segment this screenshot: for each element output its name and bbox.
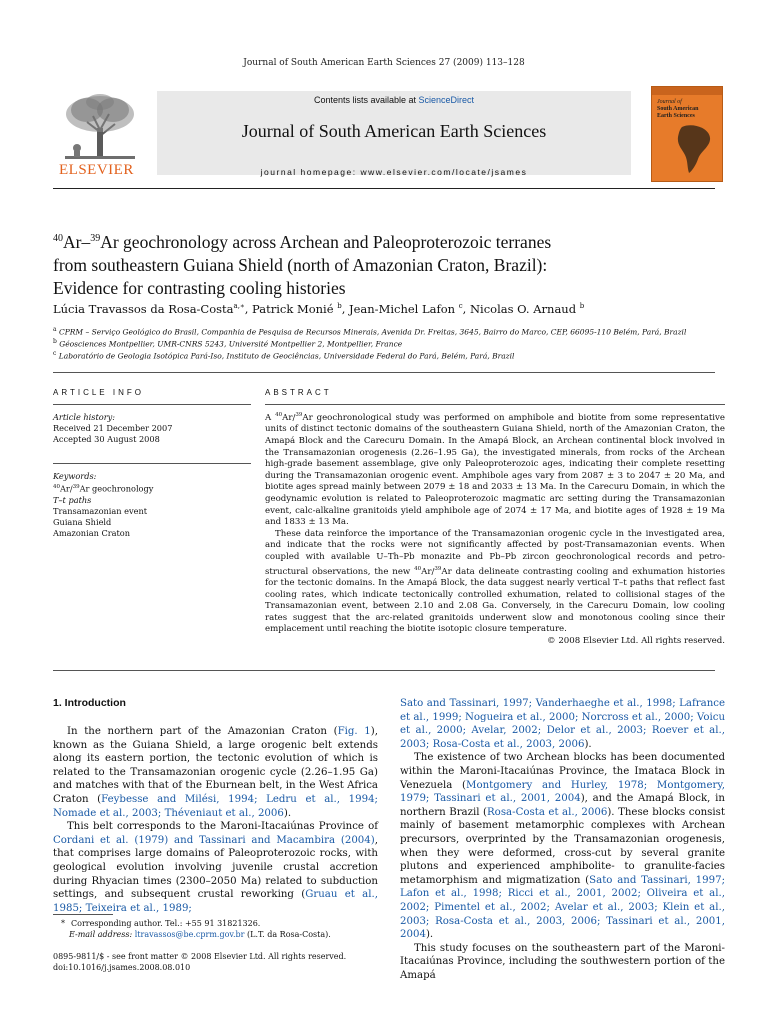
citation-link[interactable]: Cordani et al. (1979) and Tassinari and Macambira (2004) <box>53 834 375 846</box>
body-left-column: In the northern part of the Amazonian Craton (Fig. 1), known as the Guiana Shield, a large orogenic belt extends along its eastern portion, the tectonic evolution of which is related to the Transamazonian orogenic cycle (2.26–1.95 Ga) and matches with that of the Eburnean belt, in the West Africa Craton (Feybesse and Milési, 1994; Ledru et al., 1994; Nomade et al., 2003; Théveniaut et al., 2006). This belt corresponds to the Maroni-Itacaiúnas Province of Cordani et al. (1979) and Tassinari and Macambira (2004), that comprises large domains of Paleoproterozoic rocks, with geological evolution involving juvenile crustal accretion during Rhyacian times (2300–2050 Ma) related to subduction settings, and subsequent crustal reworking (Gruau et al., 1985; Teixeira et al., 1989; <box>53 726 378 914</box>
abstract-body: A $^{40}$Ar/$^{39}$Ar geochronological study was performed on amphibole and biotite from some representative units of distinct tectonic domains of the southeastern Guiana Shield, north of the Amazonian Craton, the Amapá Block and the Carecuru Domain. In the Amapá Block, an Archean continental block involved in the Transamazonian orogenesis (2.26–1.95 Ga), the investigated minerals, from rocks of the Archean high-grade basement assemblage, give only Paleoproterozoic ages, indicating their complete resetting during the Transamazonian orogenic event. Amphibole ages vary from 2087 ± 3 to 2047 ± 20 Ma, and biotite ages spread mainly between 2079 ± 18 and 2033 ± 13 Ma. In the Carecuru Domain, in which the geodynamic evolution is related to Paleoproterozoic magmatic arc setting during the Transamazonian event, calc-alkaline granitoids yield amphibole age of 2074 ± 17 Ma, and biotite ages of 1928 ± 19 Ma and 1833 ± 13 Ma. These data reinforce the importance of the Transamazonian orogenic cycle in the investigated area, and indicate that the rocks were not significantly affected by post-Transamazonian events. When coupled with available U–Th–Pb monazite and Pb–Pb zircon geochronological records and petro-structural observations, the new $^{40}$Ar/$^{39}$Ar data delineate contrasting cooling and exhumation histories for the tectonic domains. In the Amapá Block, the data suggest nearly vertical T–t paths that reflect fast cooling rates, which indicate tectonically controlled exhumation, related to collisional stages of the Transamazonian event, between 2.10 and 2.08 Ga. Conversely, in the Carecuru Domain, low cooling rates suggest that the arc-related granitoids underwent slow and monotonous cooling since their emplacement until reaching the biotite isotopic closure temperature. © 2008 Elsevier Ltd. All rights reserved. <box>265 412 725 646</box>
history-rule <box>53 463 251 464</box>
journal-name: Journal of South American Earth Sciences <box>241 121 547 141</box>
article-info-rule <box>53 404 251 405</box>
affiliation: $^a$ CPRM – Serviço Geológico do Brasil, Companhia de Pesquisa de Recursos Minerais, Avenida Dr. Freitas, 3645, Bairro do Marco, CEP, 66095-110 Belém, Pará, Brazil <box>53 326 687 337</box>
doi-text[interactable]: doi:10.1016/j.jsames.2008.08.010 <box>53 962 191 972</box>
citation-link[interactable]: Rosa-Costa et al., 2006 <box>487 806 608 818</box>
header-rule <box>53 188 715 189</box>
keyword: Transamazonian event <box>53 505 148 516</box>
footnote-rule <box>53 914 113 915</box>
cover-title: Journal of South American Earth Sciences <box>657 99 699 119</box>
sciencedirect-link[interactable]: ScienceDirect <box>418 95 475 105</box>
body-right-column: Sato and Tassinari, 1997; Vanderhaeghe et al., 1998; Lafrance et al., 1999; Nogueira et al., 2000; Norcross et al., 2000; Voicu et al., 2000; Avelar, 2002; Delor et al., 2003; Roever et al., 2003; Rosa-Costa et al., 2003, 2006). The existence of two Archean blocks has been documented within the Maroni-Itacaiúnas Province, the Imataca Block in Venezuela (Montgomery and Hurley, 1978; Montgomery, 1979; Tassinari et al., 2001, 2004), and the Amapá Block, in northern Brazil (Rosa-Costa et al., 2006). These blocks consist mainly of basement metamorphic complexes with Archean precursors, overprinted by the Transamazonian orogenesis, when they were deformed, cross-cut by several granite plutons and experienced amphibolite- to granulite-facies metamorphism and migmatization (Sato and Tassinari, 1997; Lafon et al., 1998; Ricci et al., 2001, 2002; Oliveira et al., 2002; Pimentel et al., 2002; Avelar et al., 2003; Klein et al., 2003; Rosa-Costa et al., 2003, 2006; Tassinari et al., 2001, 2004). This study focuses on the southeastern part of the Maroni-Itacaiúnas Province, including the southwestern portion of the Amapá <box>400 698 726 981</box>
affiliation-rule <box>53 372 715 373</box>
article-issn-doi: 0895-9811/$ - see front matter © 2008 Elsevier Ltd. All rights reserved. doi:10.1016/j.jsames.2008.08.010 <box>53 952 378 973</box>
article-history: Article history: Received 21 December 2007 Accepted 30 August 2008 <box>53 412 173 444</box>
article-info-heading: ARTICLE INFO <box>53 388 144 397</box>
keywords: Keywords: $^{40}$Ar/$^{39}$Ar geochronology T–t paths Transamazonian event Guiana Shield Amazonian Craton <box>53 471 251 539</box>
affiliation: $^c$ Laboratório de Geologia Isotópica Pará-Iso, Instituto de Geociências, Universidade Federal do Pará, Belém, Pará, Brazil <box>53 350 515 361</box>
copyright-notice: © 2008 Elsevier Ltd. All rights reserved. <box>547 636 725 646</box>
keyword: Guiana Shield <box>53 516 112 527</box>
author-list: Lúcia Travassos da Rosa-Costa$^{a,∗}$, Patrick Monié $^b$, Jean-Michel Lafon $^c$, Nicolas O. Arnaud $^b$ <box>53 302 585 316</box>
journal-citation: Journal of South American Earth Sciences 27 (2009) 113–128 <box>243 58 525 68</box>
abstract-heading: ABSTRACT <box>265 388 332 397</box>
figure-link[interactable]: Fig. 1 <box>337 726 371 737</box>
citation-link[interactable]: Sato and Tassinari, 1997; Lafon et al., 1998; Ricci et al., 2001, 2002; Oliveira et al., 2002; Pimentel et al., 2002; Avelar et al., 2003; Klein et al., 2003; Rosa-Costa et al., 2003, 2006; Tassinari et al., 2001, 2004 <box>400 874 725 941</box>
cover-top-stripe <box>652 87 722 95</box>
author[interactable]: Lúcia Travassos da Rosa-Costa$^{a,∗}$ <box>53 302 245 316</box>
author[interactable]: Jean-Michel Lafon $^c$ <box>349 302 463 316</box>
affiliation: $^b$ Géosciences Montpellier, UMR-CNRS 5243, Université Montpellier 2, Montpellier, France <box>53 338 403 349</box>
keyword: Amazonian Craton <box>53 527 131 538</box>
journal-header-band <box>157 91 631 175</box>
citation-link[interactable]: Sato and Tassinari, 1997; Vanderhaeghe et al., 1998; Lafrance et al., 1999; Nogueira et al., 2000; Norcross et al., 2000; Voicu et al., 2000; Avelar, 2002; Delor et al., 2003; Roever et al., 2003; Rosa-Costa et al., 2003, 2006 <box>400 698 726 750</box>
citation-link[interactable]: Gruau et al., 1985; Teixeira et al., 1989; <box>53 889 378 914</box>
citation-link[interactable]: Montgomery and Hurley, 1978; Montgomery, 1979; Tassinari et al., 2001, 2004 <box>400 779 725 805</box>
author[interactable]: Patrick Monié $^b$ <box>252 302 342 316</box>
elsevier-tree-icon <box>57 92 143 160</box>
south-america-map-icon <box>674 123 714 175</box>
section-heading-introduction: 1. Introduction <box>53 697 126 709</box>
journal-cover-thumbnail[interactable] <box>651 86 723 182</box>
abstract-rule <box>265 404 725 405</box>
journal-banner <box>53 86 718 180</box>
email-link[interactable]: ltravassos@be.cprm.gov.br <box>134 929 245 939</box>
contents-line: Contents lists available at ScienceDirect <box>313 95 475 105</box>
citation-link[interactable]: Feybesse and Milési, 1994; Ledru et al., 1994; Nomade et al., 2003; Théveniaut et al., 2006 <box>53 793 378 819</box>
publisher-wordmark: ELSEVIER <box>59 162 134 178</box>
elsevier-logo[interactable] <box>53 86 147 180</box>
abstract-bottom-rule <box>53 670 715 671</box>
author[interactable]: Nicolas O. Arnaud $^b$ <box>469 302 585 316</box>
article-title: $^{40}$Ar–$^{39}$Ar geochronology across Archean and Paleoproterozoic terranes from southeastern Guiana Shield (north of Amazonian Craton, Brazil): Evidence for contrasting cooling histories <box>53 231 552 298</box>
footnote-corresponding: * Corresponding author. Tel.: +55 91 31821326. E-mail address: ltravassos@be.cprm.gov.br (L.T. da Rosa-Costa). <box>61 919 331 939</box>
journal-homepage[interactable]: journal homepage: www.elsevier.com/locate/jsames <box>260 167 528 177</box>
keyword: $^{40}$Ar/$^{39}$Ar geochronology <box>53 483 154 494</box>
keyword: T–t paths <box>53 494 92 505</box>
